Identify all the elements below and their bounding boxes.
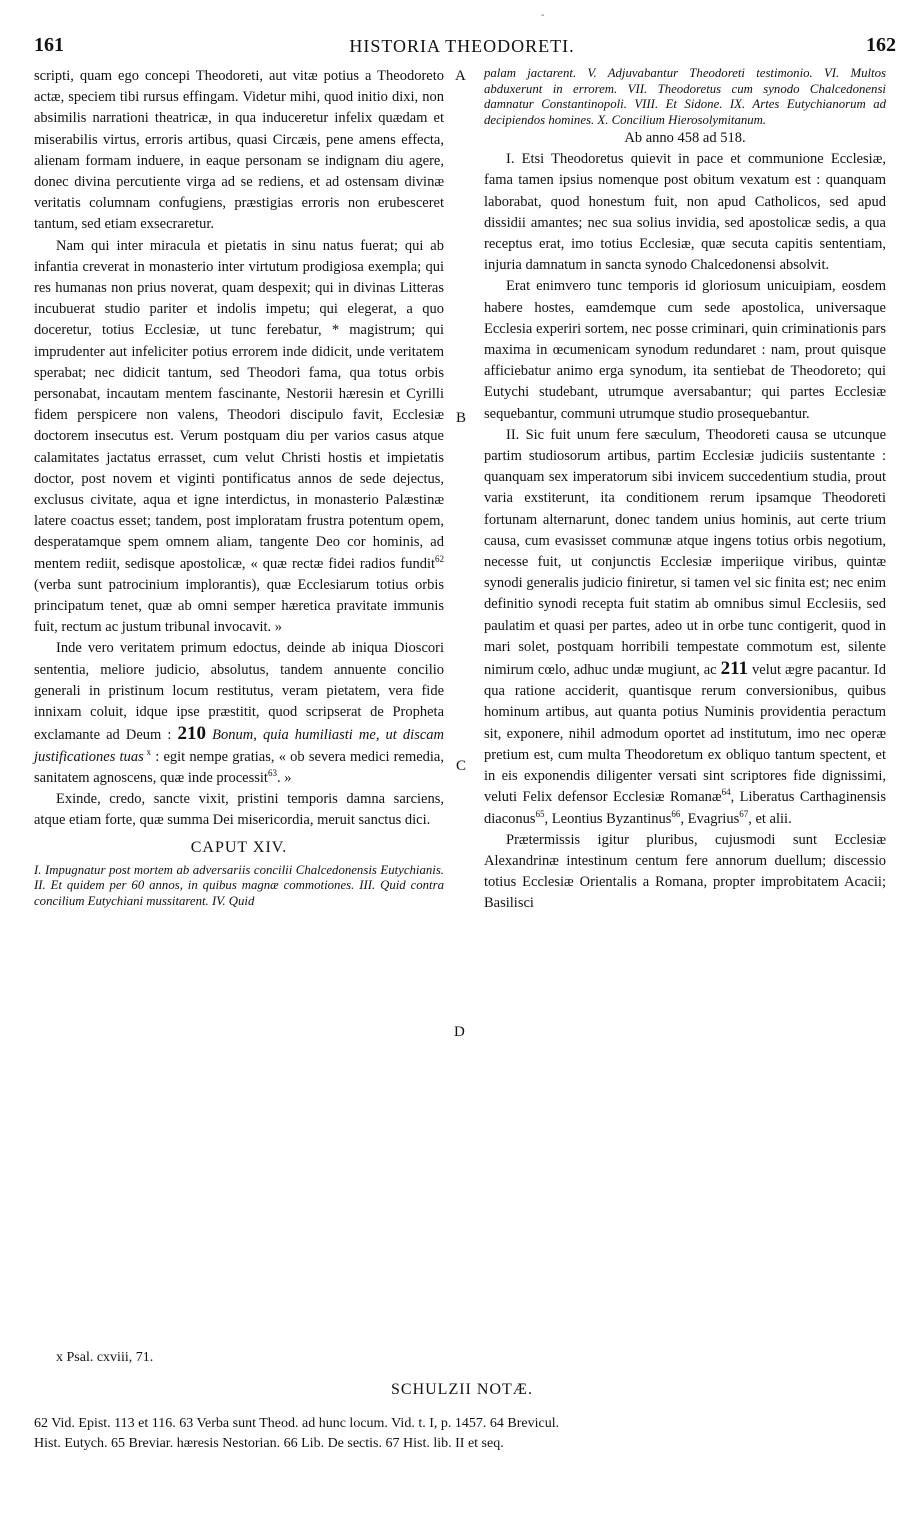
right-column: [484, 66, 886, 915]
footnote-ref: 66: [671, 808, 681, 819]
paragraph-text: : egit nempe gratias, « ob severa medici remedia, sanitatem agnoscens, quæ inde processit: [34, 748, 444, 786]
paragraph: Erat enimvero tunc temporis id gloriosum unicuipiam, eosdem habere hostes, eamdemque cum sede apostolica, universaque Ecclesia experiri sortem, nec posse criminari, quin criminationis pars maxima in œcumenicam synodum redundaret : nam, prout quisque afficiebatur animo erga synodum, ita sentiebat de Theodoreto; qui Eutychi studebant, utrumque aversabantur; qui partes Ecclesiæ sequebantur, communi utrumque studio prosequebantur.: [484, 278, 886, 422]
paragraph: I. Etsi Theodoretus quievit in pace et communione Ecclesiæ, fama tamen ipsius nomenque post obitum vexatum est : quanquam laborabat, quod honestum fuit, non apud Catholicos, sed apud dissidii amantes; nec sua solius invidia, sed apostolicæ sedis, a qua receptus erat, imo totius Ecclesiæ, quæ secuta capitis sententiam, injuria damnatum in sancta synodo Chalcedonensi absolvit.: [484, 151, 886, 274]
footnote-ref: 63: [267, 767, 277, 778]
column-number: 210: [177, 723, 207, 745]
left-page-number: 161: [34, 34, 64, 56]
paragraph-text: II. Sic fuit unum fere sæculum, Theodoreti causa se utcunque partim studiosorum artibus, partim Ecclesiæ judiciis sustentante : quanquam sex imperatorum sibi invicem succedentium studia, prout varia exstiterunt, ita conditionem rerum ipsamque Theodoreti fortunam alternarunt, donec tandem unius hominis, aut certe trium causa, cum evasisset communæ atque ingens totius orbis negotium, necesse fuit, ut conjunctis Ecclesiæ imperiique viribus, quintæ synodi generalis judicio finiretur, si tamen vel sic finita est; nec enim definitio synodi recepta fuit statim ab omnibus simul Ecclesiis, sed paulatim et quasi per partes, adeo ut in orbe tunc contigerit, quod in mari solet, postquam horribili tempestate commotum est, silente nimirum cœlo, adhuc undæ mugiunt, ac: [484, 426, 886, 679]
paragraph-text: (verba sunt patrocinium implorantis), quæ Ecclesiarum totius orbis principatum tenet, quæ ab omni semper hæretica pravitate immunis fuit, rectum ac justum tribunal invocavit. »: [34, 576, 444, 636]
left-column: [34, 66, 444, 909]
footnote-ref: 64: [721, 787, 731, 798]
scripture-footnote: x Psal. cxviii, 71.: [56, 1350, 154, 1365]
chapter-summary: I. Impugnatur post mortem ab adversariis concilii Chalcedonensis Eutychianis. II. Et quidem per 60 annos, in quibus magnæ commotiones. III. Quid contra concilium Eutychiani mussitarent. IV. Quid: [34, 862, 444, 908]
page-header: [22, 34, 902, 60]
notes-line: Hist. Eutych. 65 Breviar. hæresis Nestorian. 66 Lib. De sectis. 67 Hist. lib. II et seq.: [34, 1436, 504, 1451]
paragraph-text: Nam qui inter miracula et pietatis in sinu natus fuerat; qui ab infantia creverat in monasterio inter virtutum prodigiosa exempla; qui res humanas non prius noverat, quam despexit; qui in divinas Litteras incubuerat studio pariter et indolis impetu; qui elegerat, a quo doceretur, totius Ecclesiæ, ut tunc ferebatur, * magistrum; qui imprudenter aut infeliciter potius errorem inde didicit, unde veritatem sperabat; nec didicit tantum, sed Theodori fama, qua totus orbis personabat, incautam mentem fascinante, Nestorii hæresin et Cyrilli fidem perspicere non valens, Theodori discipulo favit, Ecclesiæ doctorem insecutus est. Verum postquam diu per varios casus atque calamitates jactatus errasset, cum velut Christi hostis et impietatis doctor, post novem et viginti pontificatus annos de sede dejectus, exclusus civitate, aqua et igne interdictus, in monasterio Palæstinæ latere coactus esset; tandem, post imploratam frustra potentum opem, desperatamque spem omnem aliam, tangente Deo cor hominis, ad mentem rediit, sedisque apostolicæ, « quæ rectæ fidei radios fundit: [34, 237, 444, 572]
paragraph: [484, 425, 886, 830]
paragraph: Prætermissis igitur pluribus, cujusmodi sunt Ecclesiæ Alexandrinæ intestinum centum fere annorum duellum; discessio totius Ecclesiæ Orientalis a Romana, propter improbitatem Acacii; Basilisci: [484, 831, 886, 912]
footnote-ref: 62: [435, 553, 444, 564]
column-number: 211: [720, 658, 749, 680]
paragraph-text: , Evagrius: [680, 810, 740, 827]
notes-heading: SCHULZII NOTÆ.: [391, 1381, 533, 1398]
scripture-quote: Bonum, quia humiliasti me, ut discam justificationes tuas: [34, 727, 444, 765]
right-page-number: 162: [866, 34, 896, 56]
footnote-ref: 65: [535, 808, 545, 819]
footnote-ref: 67: [739, 808, 749, 819]
margin-letter-c: C: [456, 758, 467, 774]
footnote-ref: x: [143, 746, 152, 757]
running-title: HISTORIA THEODORETI.: [349, 36, 575, 56]
margin-letter-a: A: [455, 68, 466, 84]
date-range: Ab anno 458 ad 518.: [624, 130, 746, 146]
paragraph: scripti, quam ego concepi Theodoreti, aut vitæ potius a Theodoreto actæ, speciem tibi rursus effingam. Videtur mihi, quod initio dixi, non absimilis narrationi theatricæ, in qua induceretur infelix quædam et miserabilis virtus, erroris artibus, quasi Circæis, pene amens effecta, alienam formam induere, in eaque personam se indignam diu agere, donec divina percutiente virga ad se rediens, et ad ostensam divinæ veritatis columnam confugiens, præstigias erroris non erubesceret tantum, sed etiam exsecraretur.: [34, 68, 444, 233]
notes-line: 62 Vid. Epist. 113 et 116. 63 Verba sunt Theod. ad hunc locum. Vid. t. I, p. 1457. 64 Brevicul.: [34, 1416, 560, 1431]
paragraph-text: , Liberatus Carthaginensis diaconus: [484, 789, 887, 827]
margin-letter-d: D: [454, 1024, 465, 1040]
paragraph: [34, 236, 444, 639]
top-mark: -: [541, 10, 545, 21]
paragraph-text: velut ægre pacantur. Id qua ratione acciderit, quantisque rerum conversionibus, quibus hominum artibus, aut quanta potius Numinis providentia peractum sit, exponere, nihil admodum oportet ad institutum, imo nec operæ pretium est, cum multa Theodoretum ex obliquo tantum spectent, et in eis exponendis diligenter versati sint scriptores fide dignissimi, veluti Felix defensor Ecclesiæ Romanæ: [484, 662, 886, 806]
paragraph-text: , et alii.: [748, 810, 792, 827]
chapter-heading: CAPUT XIV.: [190, 839, 288, 857]
margin-letter-b: B: [456, 410, 467, 426]
paragraph: [34, 638, 444, 788]
paragraph-text: , Leontius Byzantinus: [544, 810, 672, 827]
paragraph: Exinde, credo, sancte vixit, pristini temporis damna sarciens, atque etiam forte, quæ summa Dei misericordia, meruit sanctus dici.: [34, 790, 444, 829]
chapter-summary-continued: palam jactarent. V. Adjuvabantur Theodoreti testimonio. VI. Multos abduxerunt in errorem. VII. Theodoretus cum synodo Chalcedonensi damnatur Constantinopoli. VIII. Et Sidone. IX. Artes Eutychianorum ad decipiendos homines. X. Concilium Hierosolymitanum.: [484, 66, 886, 127]
endnotes: [34, 1414, 884, 1454]
paragraph-text: Inde vero veritatem primum edoctus, deinde ab iniqua Dioscori sententia, meliore judicio, absolutus, tandem annuente concilio generali in pristinum locum restitutus, veram pietatem, vera fide innixam coluit, idque ipse præstitit, quod scripserat de Propheta exclamante ad Deum :: [34, 640, 444, 744]
paragraph-text: . »: [276, 769, 292, 786]
